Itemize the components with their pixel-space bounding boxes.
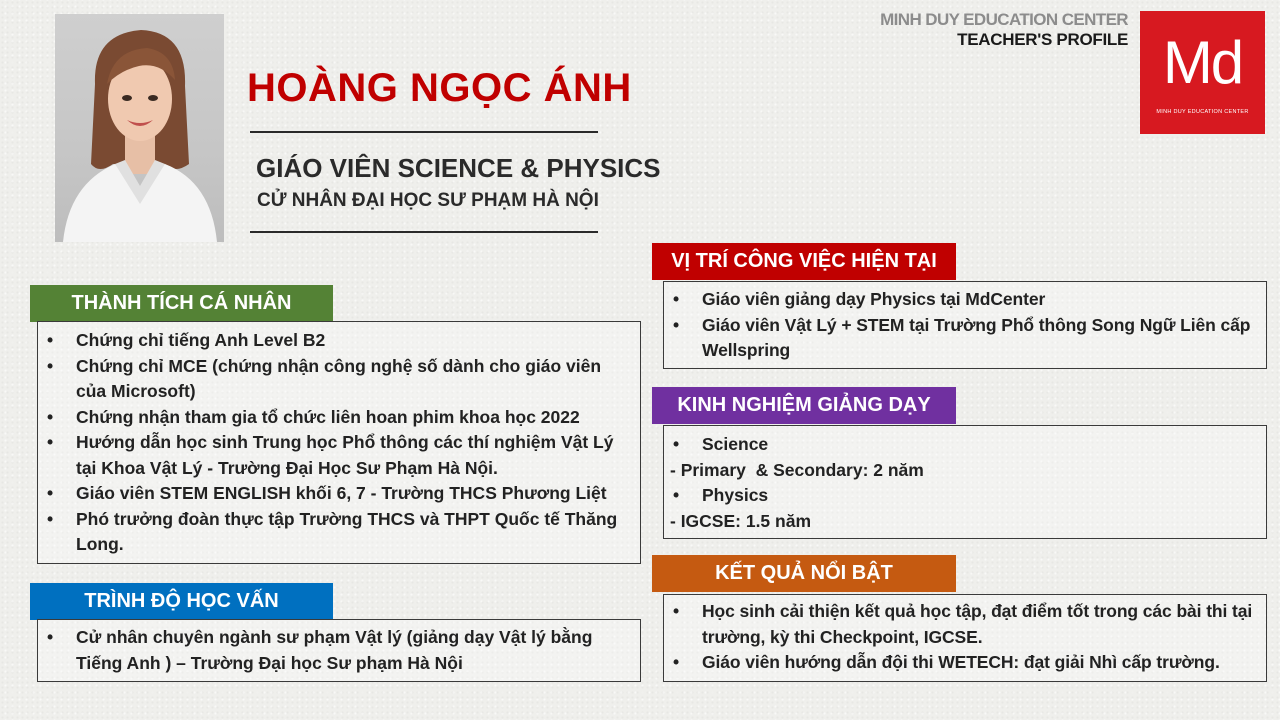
experience-detail: - Primary & Secondary: 2 năm bbox=[670, 459, 924, 480]
teacher-photo bbox=[55, 14, 224, 242]
logo-mark: Md bbox=[1162, 29, 1243, 96]
education-list bbox=[38, 625, 628, 676]
teacher-role: GIÁO VIÊN SCIENCE & PHYSICS bbox=[256, 153, 661, 183]
list-item: • Giáo viên hướng dẫn đội thi WETECH: đạt giải Nhì cấp trường. bbox=[664, 650, 1254, 676]
list-item: • Phó trưởng đoàn thực tập Trường THCS và THPT Quốc tế Thăng Long. bbox=[38, 507, 628, 558]
center-name: MINH DUY EDUCATION CENTER bbox=[880, 10, 1128, 29]
experience-subject: • Physics bbox=[664, 483, 1254, 509]
experience-box bbox=[663, 425, 1267, 539]
experience-detail: - IGCSE: 1.5 năm bbox=[670, 510, 812, 531]
current-position-box bbox=[663, 281, 1267, 369]
teacher-degree: CỬ NHÂN ĐẠI HỌC SƯ PHẠM HÀ NỘI bbox=[257, 190, 599, 211]
list-item: • Hướng dẫn học sinh Trung học Phổ thông các thí nghiệm Vật Lý tại Khoa Vật Lý - Trường Đại Học Sư Phạm Hà Nội. bbox=[38, 430, 628, 481]
experience-subject: • Science bbox=[664, 432, 1254, 458]
list-item: • Chứng chỉ MCE (chứng nhận công nghệ số dành cho giáo viên của Microsoft) bbox=[38, 354, 628, 405]
experience-list bbox=[664, 432, 1254, 458]
list-item: • Giáo viên Vật Lý + STEM tại Trường Phổ thông Song Ngữ Liên cấp Wellspring bbox=[664, 313, 1254, 364]
teacher-name: HOÀNG NGỌC ÁNH bbox=[247, 66, 632, 110]
results-box bbox=[663, 594, 1267, 682]
profile-label: TEACHER'S PROFILE bbox=[957, 30, 1128, 49]
achievements-list bbox=[38, 328, 628, 558]
education-box bbox=[37, 619, 641, 682]
divider-top bbox=[250, 131, 598, 133]
list-item: • Chứng nhận tham gia tổ chức liên hoan phim khoa học 2022 bbox=[38, 405, 628, 431]
list-item: • Cử nhân chuyên ngành sư phạm Vật lý (giảng dạy Vật lý bằng Tiếng Anh ) – Trường Đại học Sư phạm Hà Nội bbox=[38, 625, 628, 676]
experience-header: KINH NGHIỆM GIẢNG DẠY bbox=[652, 387, 956, 424]
list-item: • Học sinh cải thiện kết quả học tập, đạt điểm tốt trong các bài thi tại trường, kỳ thi Checkpoint, IGCSE. bbox=[664, 599, 1254, 650]
md-logo bbox=[1140, 11, 1265, 134]
achievements-header: THÀNH TÍCH CÁ NHÂN bbox=[30, 285, 333, 322]
current-position-header: VỊ TRÍ CÔNG VIỆC HIỆN TẠI bbox=[652, 243, 956, 280]
divider-bottom bbox=[250, 231, 598, 233]
experience-list bbox=[664, 483, 1254, 509]
logo-subtitle: MINH DUY EDUCATION CENTER bbox=[1156, 109, 1249, 115]
education-header: TRÌNH ĐỘ HỌC VẤN bbox=[30, 583, 333, 620]
list-item: • Chứng chỉ tiếng Anh Level B2 bbox=[38, 328, 628, 354]
list-item: • Giáo viên giảng dạy Physics tại MdCenter bbox=[664, 287, 1254, 313]
current-position-list bbox=[664, 287, 1254, 364]
achievements-box bbox=[37, 321, 641, 564]
results-header: KẾT QUẢ NỔI BẬT bbox=[652, 555, 956, 592]
list-item: • Giáo viên STEM ENGLISH khối 6, 7 - Trường THCS Phương Liệt bbox=[38, 481, 628, 507]
results-list bbox=[664, 599, 1254, 676]
